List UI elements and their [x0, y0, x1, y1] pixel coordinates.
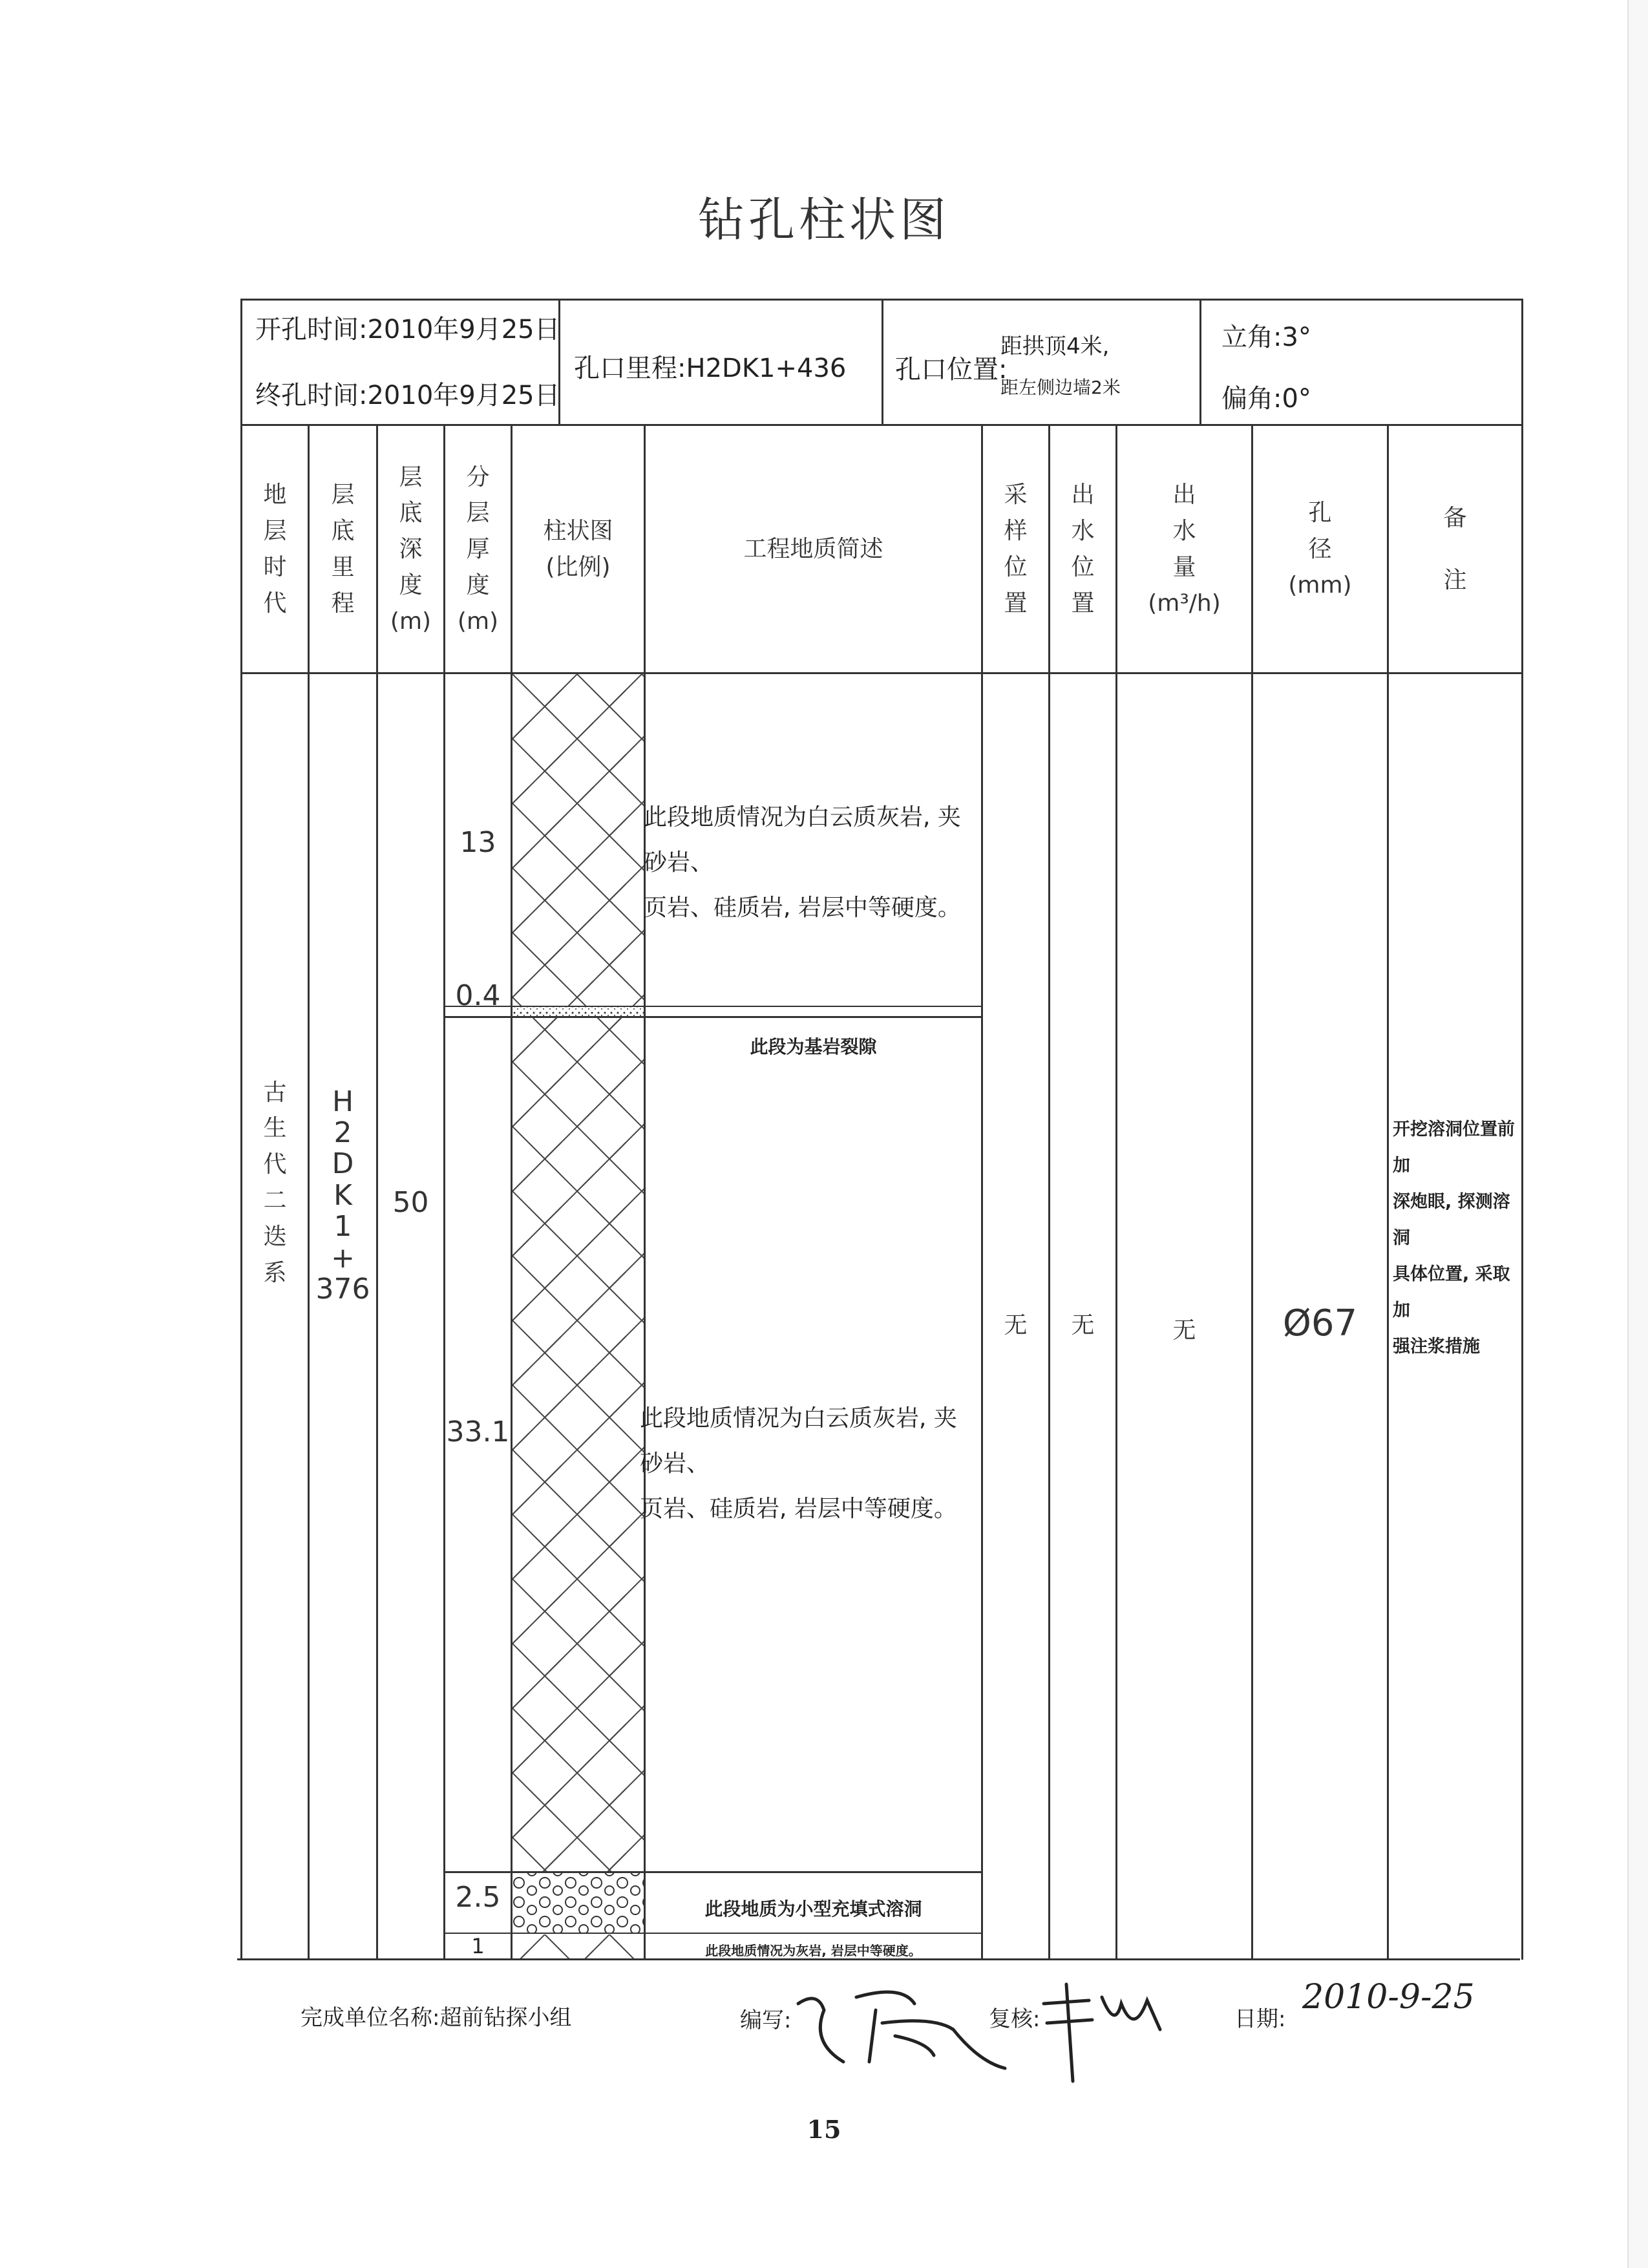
header-bottom-depth: 层 底 深 度 (m)	[390, 463, 432, 635]
layer-2-pattern	[512, 1006, 644, 1016]
end-time: 终孔时间:2010年9月25日	[255, 381, 560, 410]
layer-3-thickness: 33.1	[446, 1415, 510, 1448]
date-label: 日期:	[1234, 2006, 1286, 2032]
header-water-position: 出 水 位 置	[1071, 482, 1095, 617]
page-title: 钻孔柱状图	[697, 193, 950, 247]
layer-3-description: 此段地质情况为白云质灰岩, 夹砂岩、 页岩、硅质岩, 岩层中等硬度。	[640, 1405, 957, 1522]
hole-mileage: 孔口里程:H2DK1+436	[574, 354, 847, 383]
bottom-depth-value: 50	[392, 1186, 429, 1219]
sample-position-value: 无	[1004, 1312, 1028, 1339]
remarks-value: 开挖溶洞位置前加 深炮眼, 探测溶洞 具体位置, 采取加 强注浆措施	[1393, 1119, 1515, 1357]
era-value: 古 生 代 二 迭 系	[263, 1079, 287, 1286]
hole-position-label: 孔口位置:	[895, 355, 1008, 385]
vertical-angle: 立角:3°	[1221, 323, 1311, 352]
diameter-value: Ø67	[1282, 1302, 1358, 1344]
header-diameter: 孔 径 (mm)	[1288, 500, 1352, 599]
bore-column-pattern	[512, 674, 644, 1958]
header-column: 柱状图 (比例)	[543, 518, 613, 580]
layer-4-description: 此段地质为小型充填式溶洞	[704, 1898, 922, 1920]
layer-3-pattern	[512, 1017, 644, 1871]
layer-1-description: 此段地质情况为白云质灰岩, 夹砂岩、 页岩、硅质岩, 岩层中等硬度。	[644, 804, 961, 921]
water-position-value: 无	[1071, 1312, 1095, 1339]
page-number: 15	[807, 2115, 841, 2144]
header-sample-position: 采 样 位 置	[1004, 482, 1028, 617]
layer-1-pattern	[512, 674, 644, 1006]
header-layer-thickness: 分 层 厚 度 (m)	[457, 463, 499, 635]
layer-2-description: 此段为基岩裂隙	[750, 1036, 877, 1057]
header-remarks: 备 注	[1443, 505, 1467, 593]
start-time: 开孔时间:2010年9月25日	[255, 315, 560, 344]
layer-5-description: 此段地质情况为灰岩, 岩层中等硬度。	[705, 1943, 922, 1958]
author-label: 编写:	[740, 2008, 792, 2033]
header-bottom-mileage: 层 底 里 程	[331, 482, 355, 617]
scan-edge	[1627, 0, 1648, 2268]
header-water-volume: 出 水 量 (m³/h)	[1148, 482, 1221, 617]
reviewer-label: 复核:	[989, 2006, 1041, 2032]
author-signature	[785, 1965, 1018, 2101]
header-description: 工程地质简述	[743, 536, 883, 563]
layer-1-thickness: 13	[460, 826, 496, 859]
hole-position-line1: 距拱顶4米,	[1000, 334, 1110, 359]
unit-name: 完成单位名称:超前钻探小组	[301, 2005, 572, 2031]
layer-5-pattern	[512, 1934, 644, 1958]
water-volume-value: 无	[1172, 1317, 1196, 1344]
bias-angle: 偏角:0°	[1221, 384, 1311, 414]
layer-4-pattern	[512, 1872, 644, 1933]
layer-4-thickness: 2.5	[455, 1881, 501, 1914]
layer-5-thickness: 1	[471, 1934, 485, 1958]
hole-position-line2: 距左侧边墙2米	[1000, 377, 1121, 398]
reviewer-signature	[1037, 1971, 1167, 2088]
layer-2-thickness: 0.4	[455, 979, 501, 1012]
bottom-mileage-value: H 2 D K 1 + 376	[315, 1085, 370, 1306]
header-era: 地 层 时 代	[263, 482, 287, 617]
date-value: 2010-9-25	[1302, 1978, 1475, 2017]
